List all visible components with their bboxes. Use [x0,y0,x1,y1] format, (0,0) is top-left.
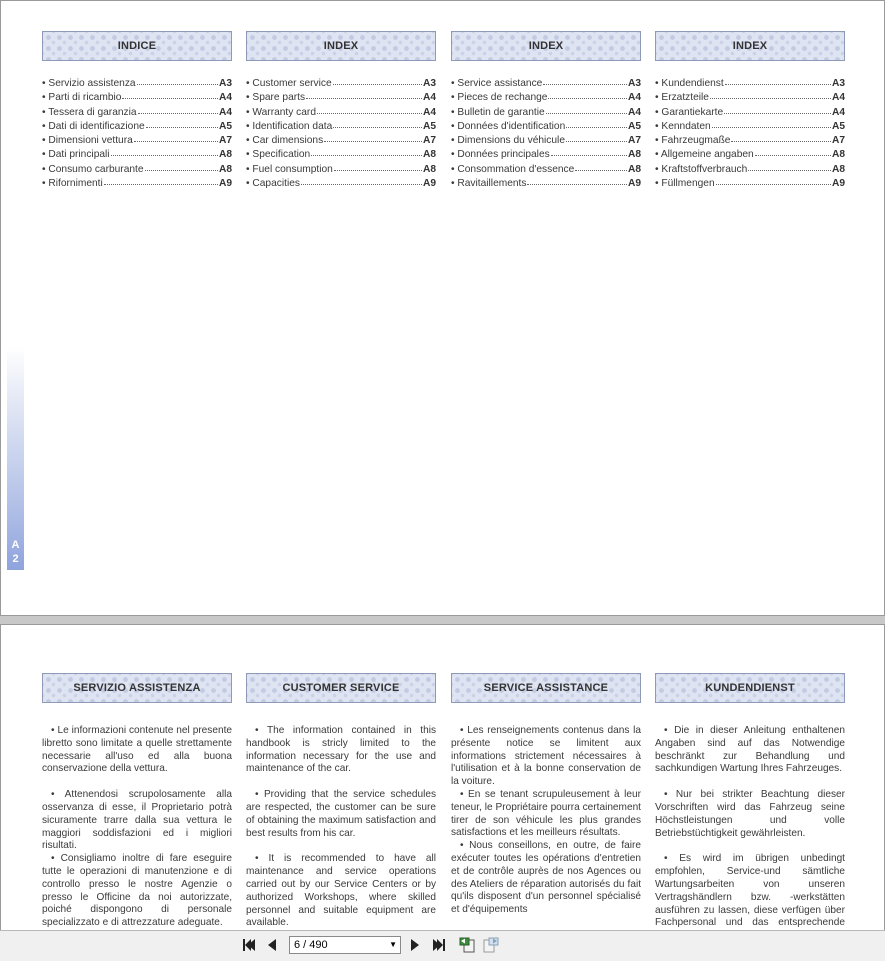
dot-leader [134,132,218,142]
index-entry-page: A7 [627,135,641,147]
service-paragraph: • Es wird im übrigen unbedingt empfohlen, Service-und sämtliche Wartungsarbeiten von unseren Vertragshändlern bzw. -werkstätten ausführen zu lassen, diese verfügen über Fachpersonal und das entsprechende [655,853,845,929]
index-entry-page: A7 [422,135,436,147]
index-entry-label: • Dimensions du véhicule [451,135,565,147]
index-entry-label: • Pieces de rechange [451,92,548,104]
index-entry [451,147,641,161]
section-tab-letter: A [11,539,20,551]
service-column-en [246,673,436,938]
index-entry-label: • Dimensioni vettura [42,135,133,147]
index-entry-page: A8 [422,163,436,175]
dot-leader [710,89,831,99]
service-paragraph: • The information contained in this handbook is stricly limited to the information necessary for the use and maintenance of the car. [246,725,436,775]
index-column-en [246,31,436,190]
index-column-de [655,31,845,190]
index-entry-label: • Parti di ricambio [42,92,122,104]
dot-leader [111,146,218,156]
service-paragraph: • En se tenant scrupuleusement à leur teneur, le Propriétaire pourra certainement tirer de son véhicule les plus grandes satisfactions et les meilleurs résultats. [451,788,641,839]
service-body [655,725,845,938]
index-entry [451,133,641,147]
index-entry [655,133,845,147]
index-entry-label: • Car dimensions [246,135,324,147]
dot-leader [311,146,422,156]
index-entry [655,162,845,176]
service-column-de [655,673,845,938]
index-entry-label: • Warranty card [246,106,316,118]
index-entry-label: • Fuel consumption [246,163,333,175]
page-number-select[interactable] [289,936,401,954]
index-entry [42,162,232,176]
dot-leader [566,118,627,128]
dot-leader [575,161,627,171]
index-entry-label: • Kenndaten [655,120,711,132]
index-entry-label: • Customer service [246,78,332,89]
next-page-icon[interactable] [406,936,424,954]
dot-leader [716,175,831,185]
service-column-it [42,673,232,938]
index-entry-page: A4 [218,106,232,118]
index-entry [655,90,845,104]
service-paragraph: • Le informazioni contenute nel presente libretto sono limitate a quelle strettamente necessarie all'uso ed alla buona conservazione della vettura. [42,725,232,775]
viewer-toolbar [0,930,885,961]
index-entry-label: • Rifornimenti [42,178,103,190]
service-header: KUNDENDIENST [655,673,845,703]
chevron-down-icon[interactable]: ▼ [389,940,397,949]
index-header: INDEX [451,31,641,61]
index-entry-page: A8 [831,163,845,175]
index-entry [451,176,641,190]
index-entry [42,147,232,161]
service-paragraph: • Nur bei strikter Beachtung dieser Vorschriften wird das Fahrzeug seine Höchstleistungen und volle Betriebstüchtigkeit gewährleisten. [655,789,845,839]
index-entry [246,76,436,90]
dot-leader [546,104,627,114]
index-entry-page: A3 [218,78,232,89]
index-list [42,76,232,190]
dot-leader [301,175,422,185]
dot-leader [731,132,830,142]
dot-leader [138,104,218,114]
index-entry-page: A7 [831,135,845,147]
index-entry-label: • Données d'identification [451,120,566,132]
dot-leader [324,132,422,142]
index-entry-label: • Dati principali [42,149,110,161]
next-view-icon[interactable] [482,936,500,954]
index-entry-label: • Données principales [451,149,550,161]
index-entry-page: A4 [422,92,436,104]
index-entry-label: • Bulletin de garantie [451,106,545,118]
index-entry-page: A8 [831,149,845,161]
page-number-value: 6 / 490 [294,939,328,951]
dot-leader [543,75,627,85]
index-header: INDEX [655,31,845,61]
index-entry [42,105,232,119]
dot-leader [104,175,218,185]
previous-view-icon[interactable] [458,936,476,954]
index-column-fr [451,31,641,190]
last-page-icon[interactable] [430,936,448,954]
document-page-service [0,624,885,938]
service-paragraph: • Die in dieser Anleitung enthaltenen Angaben sind auf das Notwendige beschränkt zur Behandlung und sachkundigen Wartung Ihres Fahrzeuges. [655,725,845,775]
dot-leader [333,75,422,85]
index-entry [655,147,845,161]
index-column-it [42,31,232,190]
dot-leader [334,161,422,171]
index-entry-page: A4 [831,106,845,118]
index-entry [655,76,845,90]
dot-leader [306,89,422,99]
index-entry [42,76,232,90]
index-entry-label: • Fahrzeugmaße [655,135,731,147]
index-entry [246,105,436,119]
index-entry [246,176,436,190]
service-body [246,725,436,930]
index-entry-page: A4 [422,106,436,118]
index-entry [42,176,232,190]
index-entry-label: • Tessera di garanzia [42,106,137,118]
index-entry-label: • Dati di identificazione [42,120,145,132]
index-entry-page: A3 [831,78,845,89]
index-entry-page: A8 [218,163,232,175]
dot-leader [725,75,831,85]
service-body [42,725,232,930]
index-entry [655,119,845,133]
index-entry-page: A8 [422,149,436,161]
dot-leader [145,161,218,171]
index-entry-label: • Garantiekarte [655,106,724,118]
index-entry [42,133,232,147]
index-entry-page: A4 [218,92,232,104]
index-entry [655,105,845,119]
service-paragraph: • It is recommended to have all maintenance and service operations carried out by our Service Centers or by authorized Workshops, where skilled personnel and suitable equipment are available. [246,853,436,929]
index-entry-page: A7 [218,135,232,147]
index-entry-page: A3 [422,78,436,89]
index-entry-page: A8 [627,149,641,161]
index-entry-page: A5 [831,120,845,132]
index-list [451,76,641,190]
section-side-tab [7,346,24,570]
dot-leader [548,89,627,99]
index-entry [246,119,436,133]
index-entry [246,133,436,147]
dot-leader [527,175,626,185]
section-tab-number: 2 [12,553,19,565]
index-entry [246,162,436,176]
index-entry-page: A4 [831,92,845,104]
index-entry-page: A9 [627,178,641,190]
dot-leader [724,104,831,114]
index-entry-page: A5 [218,120,232,132]
dot-leader [551,146,627,156]
service-column-fr [451,673,641,930]
dot-leader [755,146,831,156]
index-header: INDEX [246,31,436,61]
index-entry [246,147,436,161]
service-header: SERVIZIO ASSISTENZA [42,673,232,703]
index-entry [451,76,641,90]
service-header: SERVICE ASSISTANCE [451,673,641,703]
previous-page-icon[interactable] [263,936,281,954]
index-entry-page: A9 [218,178,232,190]
service-header: CUSTOMER SERVICE [246,673,436,703]
index-entry-label: • Kraftstoffverbrauch [655,163,748,175]
index-entry-page: A5 [422,120,436,132]
dot-leader [333,118,422,128]
dot-leader [122,89,218,99]
index-entry-label: • Füllmengen [655,178,715,190]
index-entry-label: • Spare parts [246,92,306,104]
index-entry-label: • Ravitaillements [451,178,527,190]
index-entry [451,105,641,119]
dot-leader [748,161,831,171]
service-paragraph: • Providing that the service schedules are respected, the customer can be sure of obtaining the maximum satisfaction and best results from his car. [246,789,436,839]
service-paragraph: • Attenendosi scrupolosamente alla osservanza di esse, il Proprietario potrà sicuramente trarre dalla sua vettura le maggiori soddisfazioni ed i migliori risultati. [42,789,232,852]
index-entry [42,119,232,133]
dot-leader [146,118,218,128]
dot-leader [566,132,627,142]
dot-leader [712,118,831,128]
index-entry-page: A4 [627,106,641,118]
index-entry-label: • Service assistance [451,78,543,89]
index-entry-label: • Capacities [246,178,300,190]
index-entry-label: • Specification [246,149,311,161]
index-entry-label: • Identification data [246,120,333,132]
index-list [246,76,436,190]
index-entry-label: • Kundendienst [655,78,724,89]
index-entry-label: • Consommation d'essence [451,163,575,175]
service-paragraph: • Nous conseillons, en outre, de faire exécuter toutes les opérations d'entretien et de contrôle auprès de nos Agences ou des Ateliers de réparation autorisés du fait qu'ils disposent d'un personnel spécialisé et d'équipements [451,840,641,916]
index-entry-page: A8 [218,149,232,161]
index-entry-label: • Consumo carburante [42,163,144,175]
index-entry [655,176,845,190]
index-entry [42,90,232,104]
index-entry-label: • Erzatzteile [655,92,709,104]
index-header: INDICE [42,31,232,61]
section-tab-label [7,538,24,566]
index-entry-page: A5 [627,120,641,132]
index-entry-page: A4 [627,92,641,104]
index-entry-label: • Servizio assistenza [42,78,136,89]
index-entry-page: A8 [627,163,641,175]
service-paragraph: • Les renseignements contenus dans la présente notice se limitent aux informations strictement nécessaires à l'utilisation et à la bonne conservation de la voiture. [451,725,641,788]
index-list [655,76,845,190]
index-entry-label: • Allgemeine angaben [655,149,754,161]
index-entry [451,90,641,104]
service-paragraph: • Consigliamo inoltre di fare eseguire tutte le operazioni di manutenzione e di controllo presso le nostre Agenzie o presso le Officine da noi autorizzate, poiché dispongono di personale specializzato e di attrezzature adeguate. [42,853,232,929]
dot-leader [137,75,218,85]
first-page-icon[interactable] [240,936,258,954]
index-entry [451,119,641,133]
index-entry-page: A9 [422,178,436,190]
dot-leader [317,104,422,114]
index-entry [451,162,641,176]
index-entry-page: A3 [627,78,641,89]
service-body [451,725,641,917]
index-entry-page: A9 [831,178,845,190]
index-entry [246,90,436,104]
